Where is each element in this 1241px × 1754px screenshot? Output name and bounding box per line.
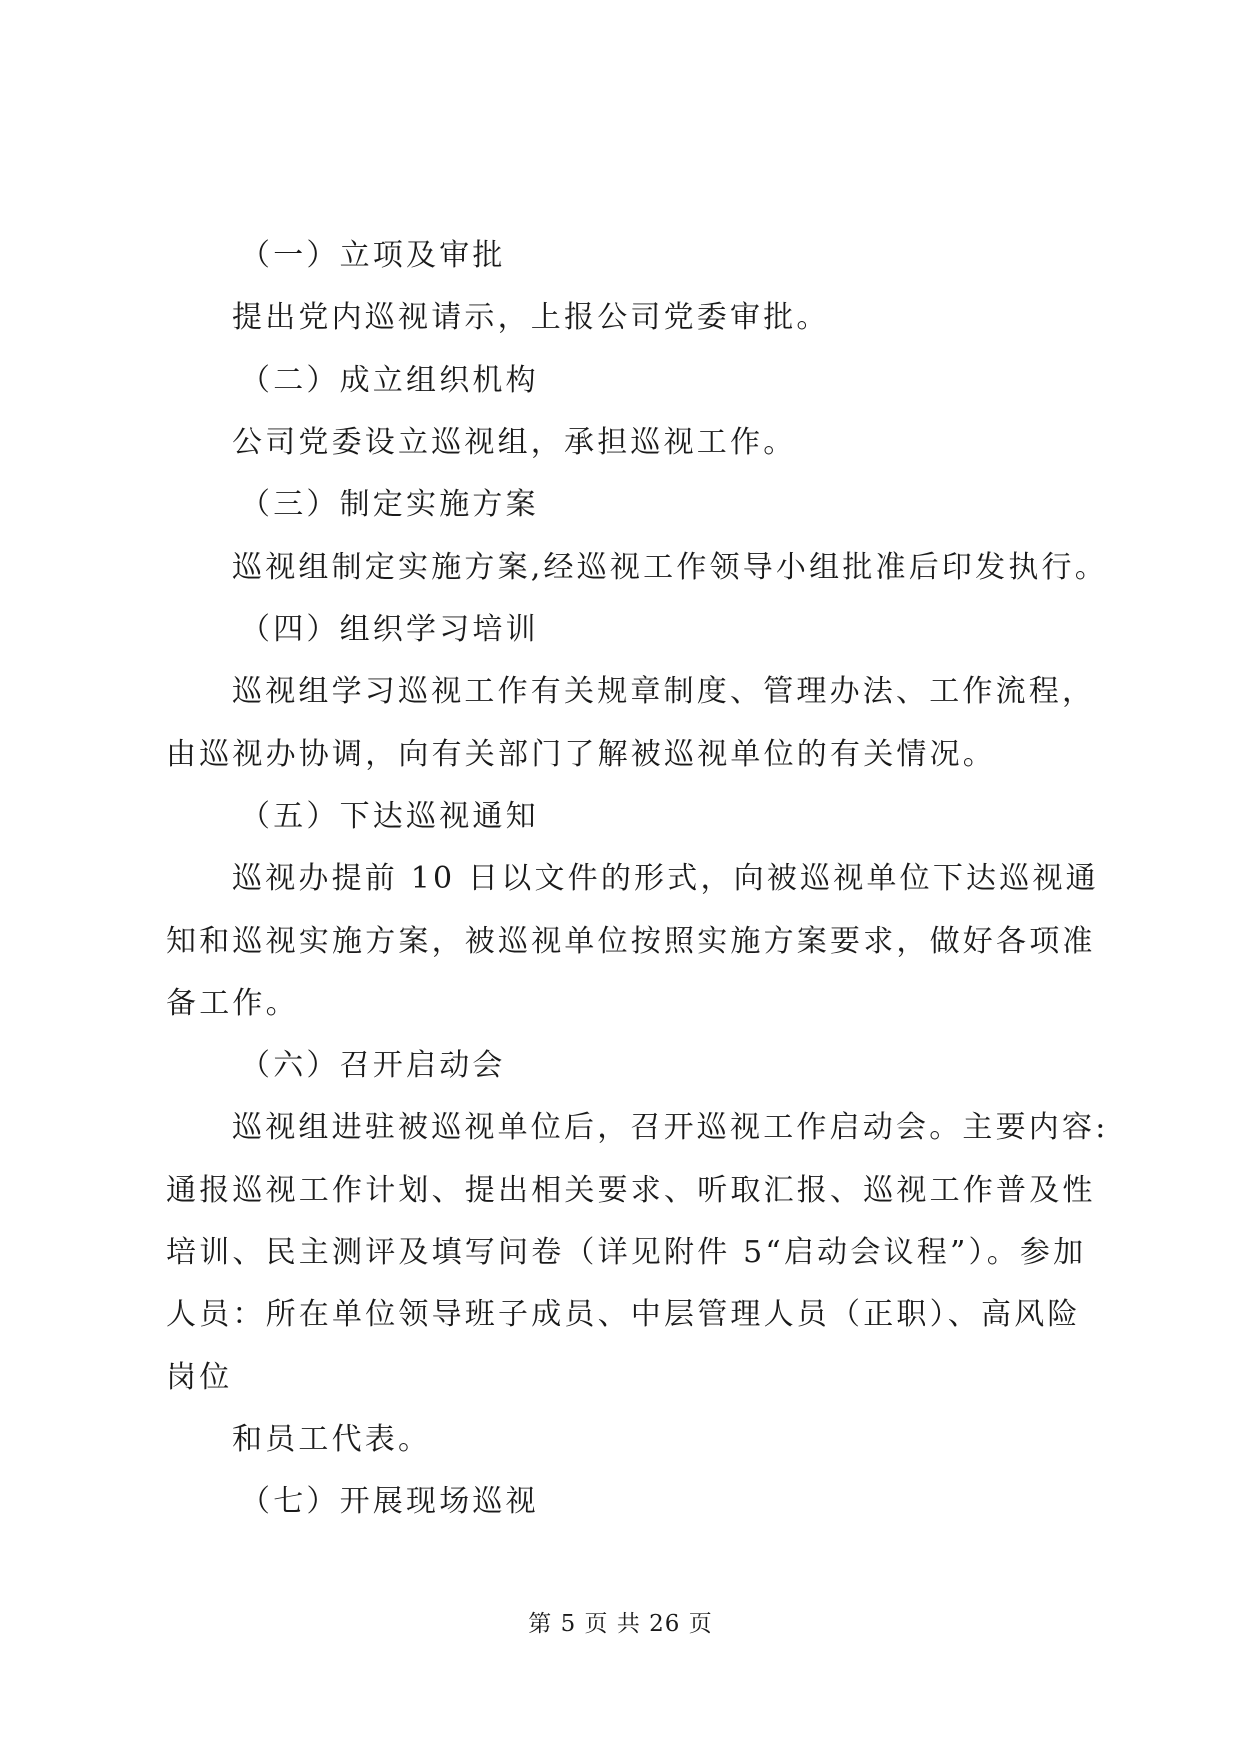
paragraph-line: 培训、民主测评及填写问卷（详见附件 5“启动会议程”）。参加 [166,1235,1087,1270]
page-number-footer: 第 5 页 共 26 页 [528,1611,713,1637]
paragraph-line: 人员：所在单位领导班子成员、中层管理人员（正职）、高风险 [166,1297,1081,1332]
paragraph-line: 巡视组学习巡视工作有关规章制度、管理办法、工作流程， [232,674,1096,709]
section-heading-4: （四）组织学习培训 [240,612,539,647]
paragraph-line: 由巡视办协调，向有关部门了解被巡视单位的有关情况。 [166,737,996,772]
paragraph-line: 岗位 [166,1360,233,1395]
paragraph-line: 巡视组进驻被巡视单位后，召开巡视工作启动会。主要内容: [232,1110,1109,1145]
paragraph-line: 知和巡视实施方案，被巡视单位按照实施方案要求，做好各项准 [166,924,1096,959]
section-heading-3: （三）制定实施方案 [240,487,539,522]
section-heading-6: （六）召开启动会 [240,1048,506,1083]
paragraph-line: 巡视组制定实施方案,经巡视工作领导小组批准后印发执行。 [232,550,1108,585]
paragraph-line: 巡视办提前 10 日以文件的形式，向被巡视单位下达巡视通 [232,861,1099,896]
paragraph-line: 提出党内巡视请示，上报公司党委审批。 [232,300,830,335]
section-heading-7: （七）开展现场巡视 [240,1484,539,1519]
section-heading-2: （二）成立组织机构 [240,363,539,398]
section-heading-1: （一）立项及审批 [240,238,506,273]
paragraph-line: 和员工代表。 [232,1422,432,1457]
section-heading-5: （五）下达巡视通知 [240,799,539,834]
paragraph-line: 通报巡视工作计划、提出相关要求、听取汇报、巡视工作普及性 [166,1173,1096,1208]
paragraph-line: 备工作。 [166,986,299,1021]
paragraph-line: 公司党委设立巡视组，承担巡视工作。 [232,425,797,460]
